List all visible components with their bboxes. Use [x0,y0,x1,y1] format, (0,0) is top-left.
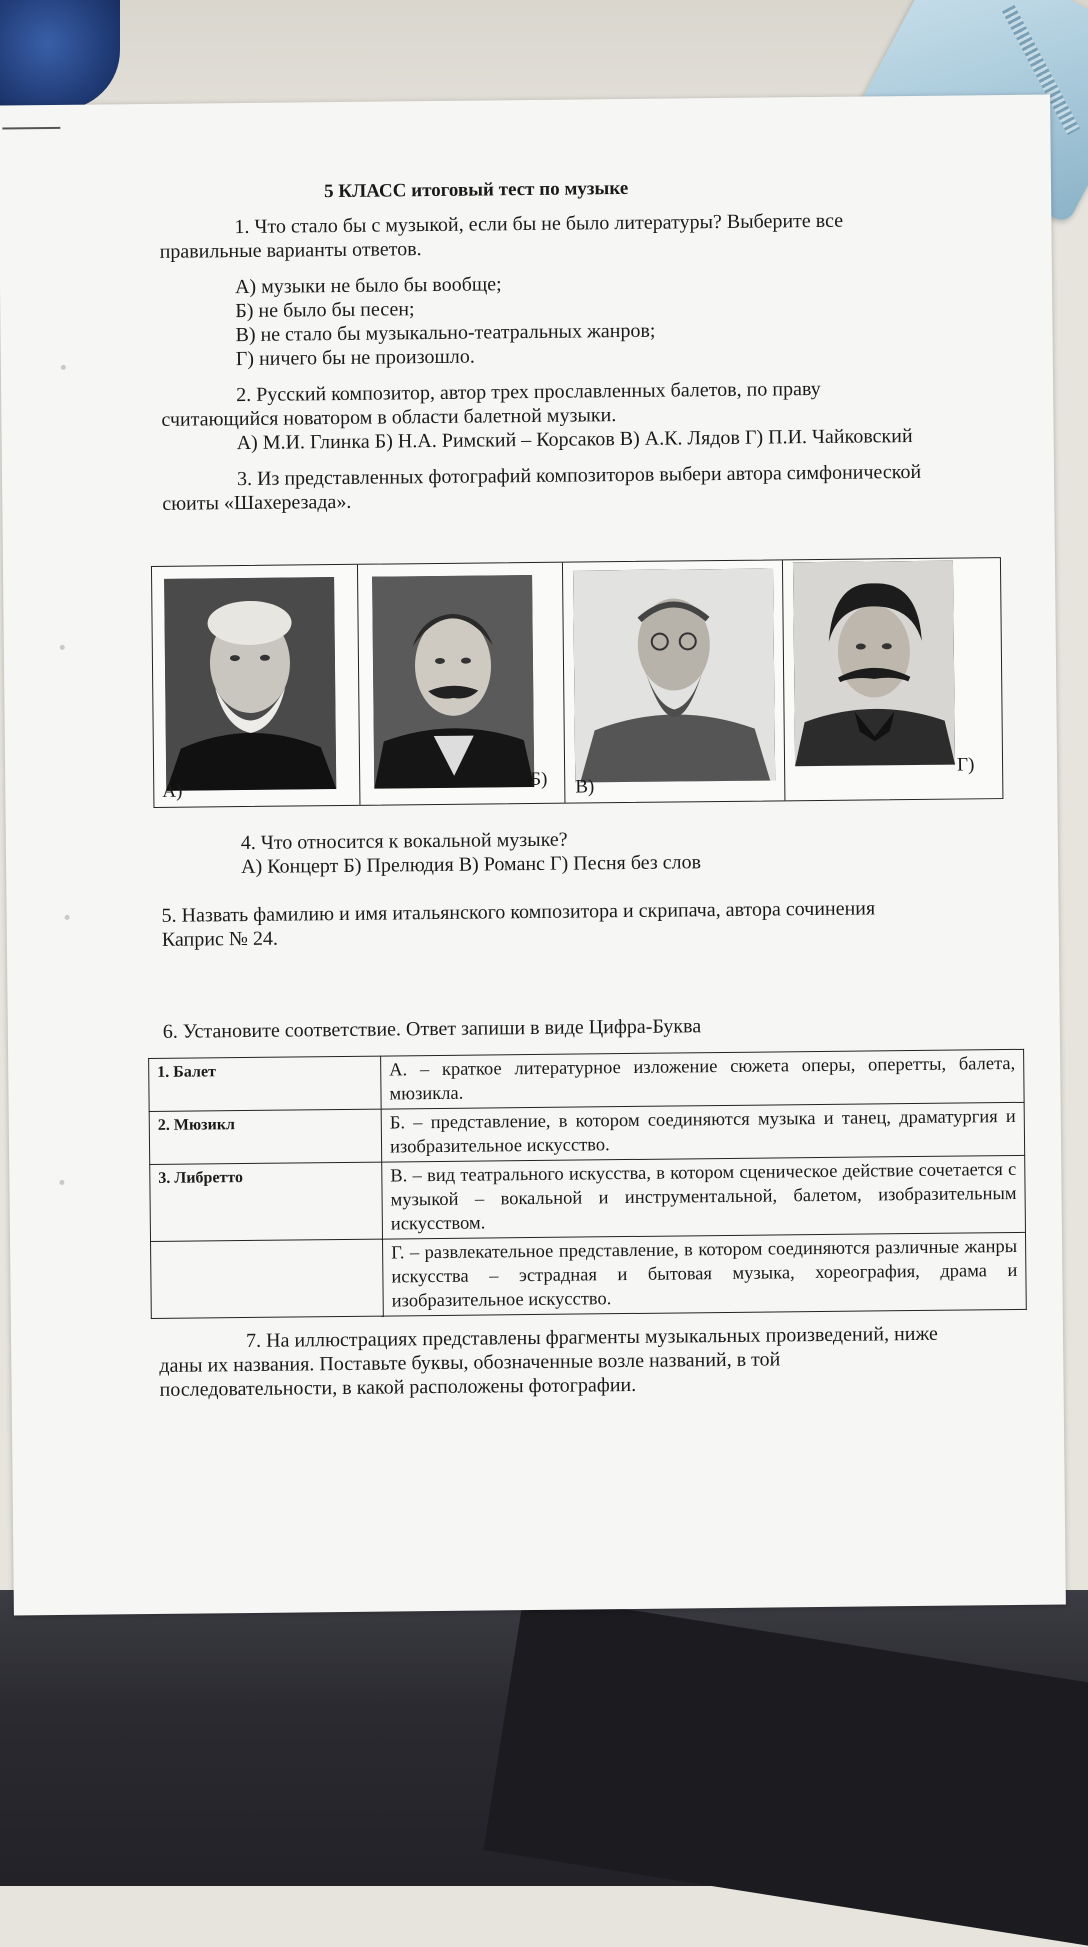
photo-cell-g [782,558,1004,800]
q7-text-line3: последовательности, в какой расположены фотографии. [159,1373,637,1401]
portrait-image [164,577,336,791]
composer-portrait[interactable] [164,577,336,791]
term-cell: 1. Балет [149,1056,382,1111]
portrait-image [372,575,534,789]
matching-table [148,1049,1027,1319]
q1-text-line2: правильные варианты ответов. [159,238,422,263]
composer-portrait[interactable] [573,568,775,782]
hole-dot [61,365,66,370]
test-sheet [0,95,1066,1616]
composer-portrait[interactable] [793,561,955,767]
q4-answers: А) Концерт Б) Прелюдия В) Романс Г) Песня без слов [240,851,702,879]
q3-text-line2: сюиты «Шахерезада». [162,490,352,515]
term-cell: 2. Мюзикл [149,1109,382,1164]
q5-text-line2: Каприс № 24. [161,927,279,951]
hole-dot [59,1180,64,1185]
q1-option: Г) ничего бы не произошло. [235,345,475,371]
page-title: 5 КЛАСС итоговый тест по музыке [323,177,629,203]
term-cell [151,1239,384,1318]
q1-option: В) не стало бы музыкально-театральных жанров; [235,319,656,347]
definition-cell: В. – вид театрального искусства, в котором сценическое действие сочетается с музыкой – вокальной и инструментальной, балетом, изобразительным искусством. [382,1155,1026,1239]
hole-dot [60,645,65,650]
photo-label-a: А) [162,780,183,802]
photo-cell-v [562,560,786,802]
q3-text-line1: 3. Из представленных фотографий композиторов выбери автора симфонической [236,460,922,491]
q2-text-line1: 2. Русский композитор, автор трех прославленных балетов, по праву [236,377,821,407]
composer-portrait[interactable] [372,575,534,789]
photo-label-b: Б) [530,768,548,791]
table-row [149,1102,1025,1164]
q1-text-line1: 1. Что стало бы с музыкой, если бы не было литературы? Выберите все [234,209,844,239]
table-row [151,1232,1027,1318]
composer-photos [151,557,1003,808]
table-row [150,1155,1026,1241]
photo-label-v: В) [575,776,595,798]
definition-cell: А. – краткое литературное изложение сюжета оперы, оперетты, балета, мюзикла. [381,1049,1025,1109]
portrait-image [793,561,955,767]
q2-text-line2: считающийся новатором в области балетной музыки. [161,404,617,431]
photo-label-g: Г) [956,754,975,776]
q1-option: А) музыки не было бы вообще; [234,273,502,299]
definition-cell: Г. – развлекательное представление, в котором соединяются различные жанры искусства – эстрадная и бытовая музыка, хореография, драма и изобразительное искусство. [383,1232,1027,1316]
q1-option: Б) не было бы песен; [235,298,415,323]
paper-edge-mark [2,127,60,130]
q6-text: 6. Установите соответствие. Ответ запиши в виде Цифра-Буква [162,1015,702,1043]
definition-cell: Б. – представление, в котором соединяются музыка и танец, драматургия и изобразительное искусство. [381,1102,1025,1162]
q7-text-line1: 7. На иллюстрациях представлены фрагменты музыкальных произведений, ниже [245,1322,938,1353]
q5-text-line1: 5. Назвать фамилию и имя итальянского композитора и скрипача, автора сочинения [161,897,876,927]
term-cell: 3. Либретто [150,1162,383,1241]
q7-text-line2: даны их названия. Поставьте буквы, обозначенные возле названий, в той [159,1348,781,1377]
q2-answers: А) М.И. Глинка Б) Н.А. Римский – Корсаков В) А.К. Лядов Г) П.И. Чайковский [236,424,913,455]
q4-text: 4. Что относится к вокальной музыке? [240,828,568,855]
hole-dot [65,915,70,920]
photo-cell-a [152,565,360,807]
portrait-image [573,568,775,782]
table-row [149,1049,1025,1111]
photo-cell-b [357,563,566,805]
